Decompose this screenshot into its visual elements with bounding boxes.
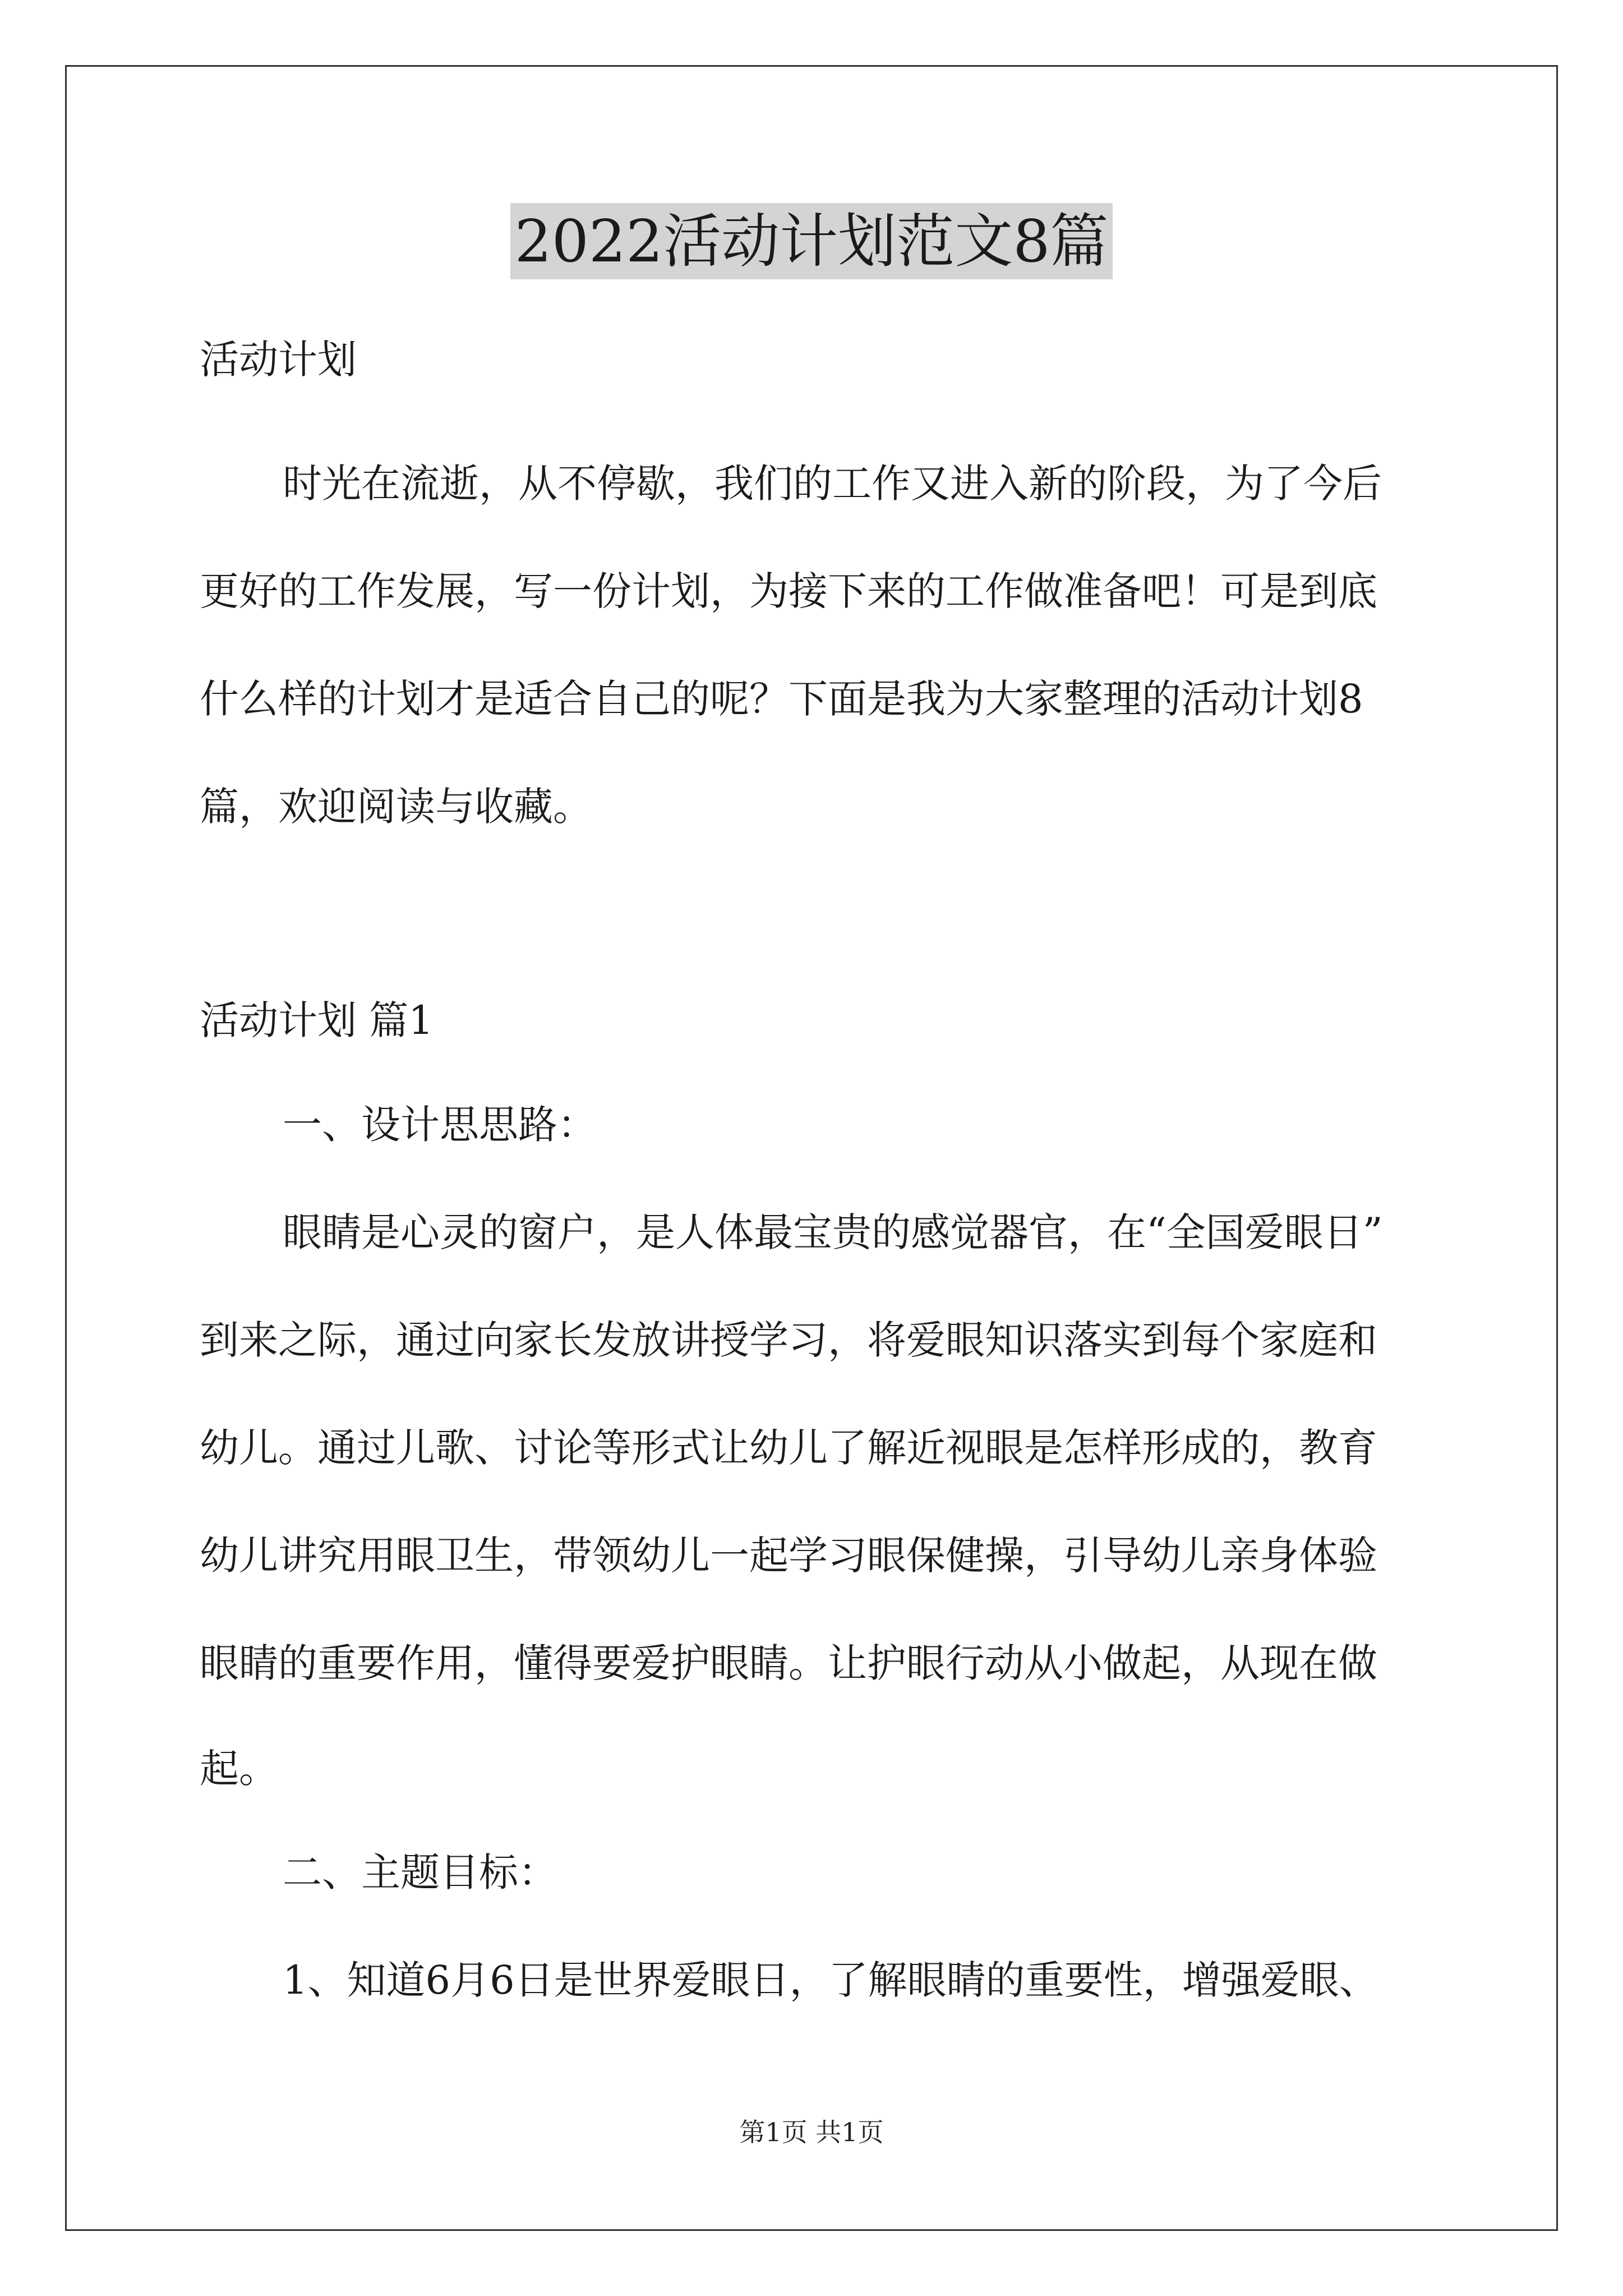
document-title xyxy=(0,203,1623,279)
paragraph-line: 到来之际，通过向家长发放讲授学习，将爱眼知识落实到每个家庭和 xyxy=(200,1317,1377,1363)
paragraph-line: 眼睛的重要作用，懂得要爱护眼睛。让护眼行动从小做起，从现在做 xyxy=(200,1640,1377,1686)
paragraph-line: 幼儿讲究用眼卫生，带领幼儿一起学习眼保健操，引导幼儿亲身体验 xyxy=(200,1533,1377,1579)
subsection-heading: 一、设计思思路： xyxy=(283,1102,597,1148)
document-title-text: 2022活动计划范文8篇 xyxy=(510,203,1113,279)
paragraph-line: 更好的工作发展，写一份计划，为接下来的工作做准备吧！可是到底 xyxy=(200,568,1377,614)
paragraph-line: 1、知道6月6日是世界爱眼日，了解眼睛的重要性，增强爱眼、 xyxy=(283,1957,1378,2003)
paragraph-line: 什么样的计划才是适合自己的呢？下面是我为大家整理的活动计划8 xyxy=(200,676,1363,722)
paragraph-line: 幼儿。通过儿歌、讨论等形式让幼儿了解近视眼是怎样形成的，教育 xyxy=(200,1425,1377,1471)
paragraph-line: 篇，欢迎阅读与收藏。 xyxy=(200,784,592,830)
section-heading: 活动计划 xyxy=(200,337,357,383)
paragraph-line: 眼睛是心灵的窗户，是人体最宝贵的感觉器官，在“全国爱眼日” xyxy=(283,1209,1383,1255)
page-footer: 第1页 共1页 xyxy=(739,2117,884,2147)
section-heading: 活动计划 篇1 xyxy=(200,997,434,1043)
subsection-heading: 二、主题目标： xyxy=(283,1849,557,1895)
paragraph-line: 时光在流逝，从不停歇，我们的工作又进入新的阶段，为了今后 xyxy=(283,461,1382,507)
paragraph-line: 起。 xyxy=(200,1746,278,1792)
